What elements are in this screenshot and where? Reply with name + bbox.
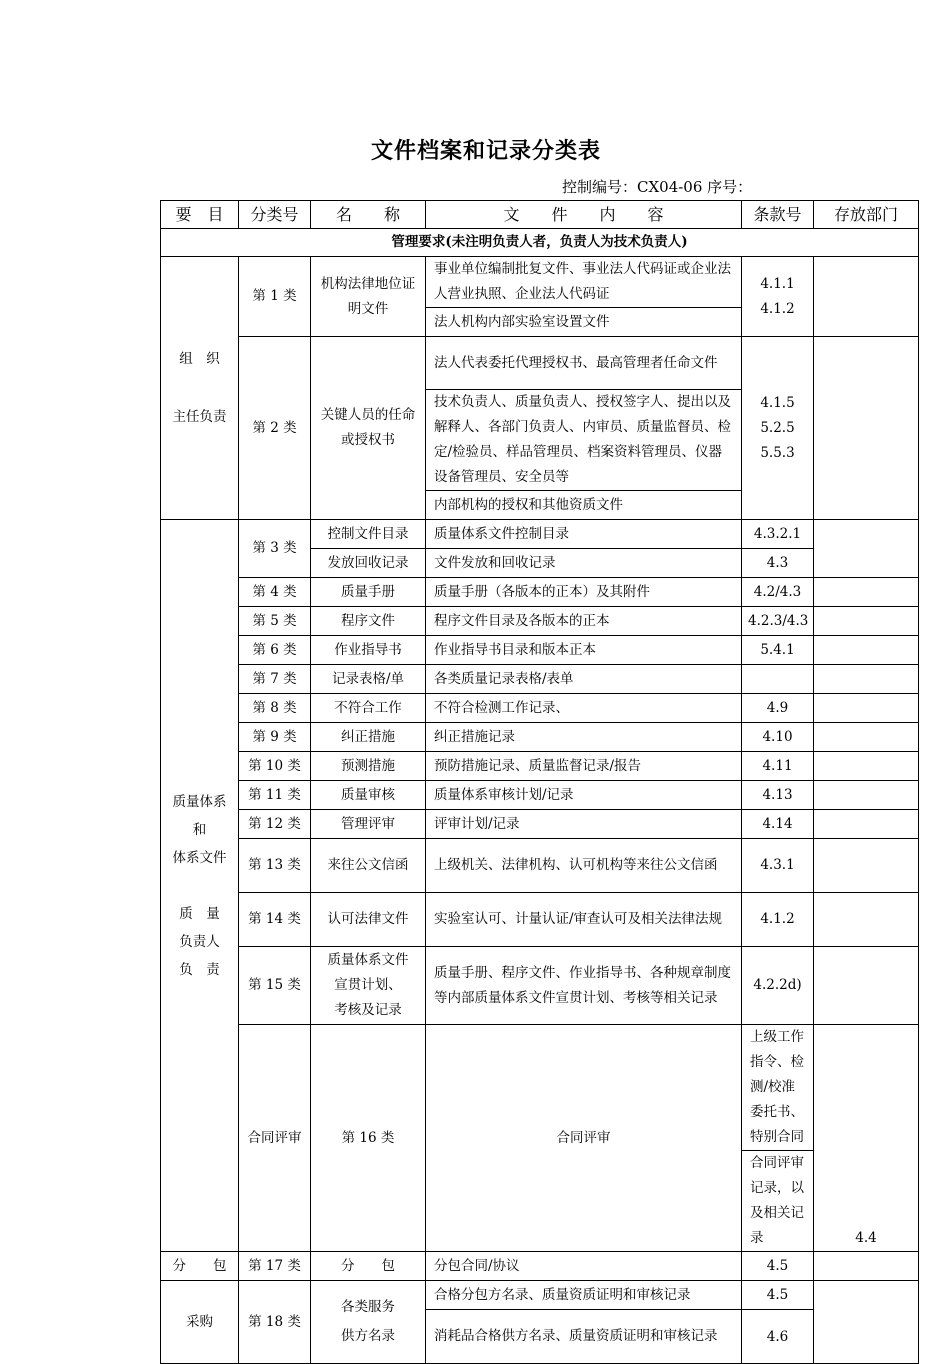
group-subcontract: 分 包 [161, 1252, 239, 1281]
content-cell: 文件发放和回收记录 [426, 549, 742, 578]
storage-cell [814, 694, 919, 723]
storage-cell [814, 810, 919, 839]
clause-cell: 4.13 [742, 781, 814, 810]
clause-number: 4.1.2 [760, 300, 795, 317]
group-label: 质量体系 [172, 793, 227, 810]
clause-cell: 4.1.2 [742, 893, 814, 947]
category-name: 预测措施 [311, 752, 426, 781]
table-row [161, 337, 919, 390]
name-line: 质量体系文件 [327, 952, 409, 968]
content-cell: 质量体系文件控制目录 [426, 520, 742, 549]
group-label: 负责人 [179, 933, 220, 950]
category-number: 第 15 类 [239, 947, 311, 1025]
table-row [161, 578, 919, 607]
clause-cell: 4.11 [742, 752, 814, 781]
category-number: 第 18 类 [239, 1281, 311, 1364]
clause-cell [742, 665, 814, 694]
clause-cell: 4.14 [742, 810, 814, 839]
category-name: 合同评审 [426, 1025, 742, 1252]
table-row [161, 665, 919, 694]
clause-cell: 4.2/4.3 [742, 578, 814, 607]
table-row [161, 723, 919, 752]
storage-cell [814, 947, 919, 1025]
clause-cell: 5.4.1 [742, 636, 814, 665]
category-number: 第 17 类 [239, 1252, 311, 1281]
category-name: 控制文件目录 [311, 520, 426, 549]
category-name [311, 1281, 426, 1364]
group-contract-review: 合同评审 [239, 1025, 311, 1252]
clause-number: 4.1.1 [760, 275, 795, 292]
category-name: 作业指导书 [311, 636, 426, 665]
storage-cell [814, 636, 919, 665]
clause-cell: 4.3.1 [742, 839, 814, 893]
clause-cell: 4.2.3/4.3 [742, 607, 814, 636]
storage-cell [814, 839, 919, 893]
header-row [161, 201, 919, 229]
group-label: 组 织 [179, 351, 220, 367]
table-row [161, 694, 919, 723]
content-cell: 质量手册、程序文件、作业指导书、各种规章制度等内部质量体系文件宣贯计划、考核等相关记录 [426, 947, 742, 1025]
storage-cell [814, 257, 919, 337]
storage-cell [814, 781, 919, 810]
storage-cell [814, 337, 919, 520]
category-name: 关键人员的任命或授权书 [311, 337, 426, 520]
content-cell: 各类质量记录表格/表单 [426, 665, 742, 694]
category-number: 第 12 类 [239, 810, 311, 839]
category-number: 第 4 类 [239, 578, 311, 607]
name-line: 考核及记录 [334, 1002, 402, 1018]
name-line: 宣贯计划、 [334, 977, 402, 993]
table-row [161, 1252, 919, 1281]
category-name: 认可法律文件 [311, 893, 426, 947]
category-name: 质量手册 [311, 578, 426, 607]
category-name: 管理评审 [311, 810, 426, 839]
category-name: 分 包 [311, 1252, 426, 1281]
table-row [161, 607, 919, 636]
group-label: 体系文件 [172, 849, 227, 866]
clause-cell [742, 257, 814, 337]
category-number: 第 13 类 [239, 839, 311, 893]
content-cell: 质量体系审核计划/记录 [426, 781, 742, 810]
storage-cell [814, 520, 919, 578]
table-row [161, 520, 919, 549]
category-name: 发放回收记录 [311, 549, 426, 578]
content-cell: 合格分包方名录、质量资质证明和审核记录 [426, 1281, 742, 1310]
category-number: 第 11 类 [239, 781, 311, 810]
clause-cell: 4.3 [742, 549, 814, 578]
content-cell: 质量手册（各版本的正本）及其附件 [426, 578, 742, 607]
table-row [161, 1281, 919, 1310]
category-number: 第 8 类 [239, 694, 311, 723]
category-name: 不符合工作 [311, 694, 426, 723]
clause-cell [742, 337, 814, 520]
category-name [311, 947, 426, 1025]
group-label: 负 责 [179, 961, 220, 978]
clause-number: 5.5.3 [760, 444, 795, 461]
storage-cell [814, 665, 919, 694]
content-cell: 作业指导书目录和版本正本 [426, 636, 742, 665]
content-cell: 预防措施记录、质量监督记录/报告 [426, 752, 742, 781]
content-cell: 法人机构内部实验室设置文件 [426, 308, 742, 337]
content-cell: 程序文件目录及各版本的正本 [426, 607, 742, 636]
content-cell: 实验室认可、计量认证/审查认可及相关法律法规 [426, 893, 742, 947]
category-name: 纠正措施 [311, 723, 426, 752]
table-row [161, 1025, 919, 1151]
category-name: 程序文件 [311, 607, 426, 636]
category-number: 第 9 类 [239, 723, 311, 752]
name-line: 供方名录 [341, 1328, 395, 1344]
content-cell: 内部机构的授权和其他资质文件 [426, 491, 742, 520]
table-row [161, 839, 919, 893]
header-cell: 名 称 [311, 201, 426, 229]
name-line: 各类服务 [341, 1299, 395, 1315]
clause-cell: 4.6 [742, 1310, 814, 1364]
storage-cell [814, 607, 919, 636]
clause-number: 5.2.5 [760, 419, 795, 436]
storage-cell [814, 752, 919, 781]
content-cell: 法人代表委托代理授权书、最高管理者任命文件 [426, 337, 742, 390]
table-row [161, 257, 919, 308]
content-cell: 分包合同/协议 [426, 1252, 742, 1281]
header-cell: 条款号 [742, 201, 814, 229]
storage-cell [814, 1252, 919, 1281]
content-cell: 评审计划/记录 [426, 810, 742, 839]
content-cell: 不符合检测工作记录、 [426, 694, 742, 723]
category-number: 第 6 类 [239, 636, 311, 665]
clause-cell: 4.2.2d) [742, 947, 814, 1025]
table-row [161, 752, 919, 781]
content-cell: 消耗品合格供方名录、质量资质证明和审核记录 [426, 1310, 742, 1364]
category-name: 机构法律地位证明文件 [311, 257, 426, 337]
table-row [161, 893, 919, 947]
group-procurement: 采购 [161, 1281, 239, 1364]
table-row [161, 636, 919, 665]
storage-cell [814, 723, 919, 752]
category-number: 第 5 类 [239, 607, 311, 636]
storage-cell [814, 578, 919, 607]
category-name: 来往公文信函 [311, 839, 426, 893]
content-cell: 上级工作指令、检测/校准委托书、特别合同 [742, 1025, 814, 1151]
clause-cell: 4.9 [742, 694, 814, 723]
content-cell: 上级机关、法律机构、认可机构等来往公文信函 [426, 839, 742, 893]
group-organization [161, 257, 239, 520]
category-name: 记录表格/单 [311, 665, 426, 694]
storage-cell [814, 1281, 919, 1364]
classification-table [160, 200, 919, 1364]
content-cell: 事业单位编制批复文件、事业法人代码证或企业法人营业执照、企业法人代码证 [426, 257, 742, 308]
document-title: 文件档案和记录分类表 [370, 138, 601, 164]
storage-cell [814, 893, 919, 947]
content-cell: 纠正措施记录 [426, 723, 742, 752]
control-number: 控制编号：CX04-06 序号： [562, 178, 753, 196]
content-cell: 合同评审记录，以及相关记录 [742, 1151, 814, 1252]
content-cell: 技术负责人、质量负责人、授权签字人、提出以及解释人、各部门负责人、内审员、质量监督员、检定/检验员、样品管理员、档案资料管理员、仪器设备管理员、安全员等 [426, 390, 742, 491]
clause-cell: 4.5 [742, 1281, 814, 1310]
header-cell: 要 目 [161, 201, 239, 229]
group-label: 质 量 [179, 905, 220, 922]
category-number: 第 1 类 [239, 257, 311, 337]
table-row [161, 810, 919, 839]
category-number: 第 10 类 [239, 752, 311, 781]
section-heading: 管理要求(未注明负责人者，负责人为技术负责人) [161, 229, 919, 257]
clause-cell: 4.4 [814, 1025, 919, 1252]
header-cell: 文 件 内 容 [426, 201, 742, 229]
group-label: 主任负责 [172, 409, 227, 425]
section-row [161, 229, 919, 257]
header-cell: 分类号 [239, 201, 311, 229]
clause-cell: 4.10 [742, 723, 814, 752]
category-number: 第 3 类 [239, 520, 311, 578]
header-cell: 存放部门 [814, 201, 919, 229]
category-number: 第 16 类 [311, 1025, 426, 1252]
clause-cell: 4.3.2.1 [742, 520, 814, 549]
category-number: 第 14 类 [239, 893, 311, 947]
category-number: 第 7 类 [239, 665, 311, 694]
table-row [161, 947, 919, 1025]
clause-cell: 4.5 [742, 1252, 814, 1281]
category-name: 质量审核 [311, 781, 426, 810]
category-number: 第 2 类 [239, 337, 311, 520]
table-row [161, 781, 919, 810]
clause-number: 4.1.5 [760, 394, 795, 411]
group-quality-system [161, 520, 239, 1252]
group-label: 和 [192, 821, 207, 838]
